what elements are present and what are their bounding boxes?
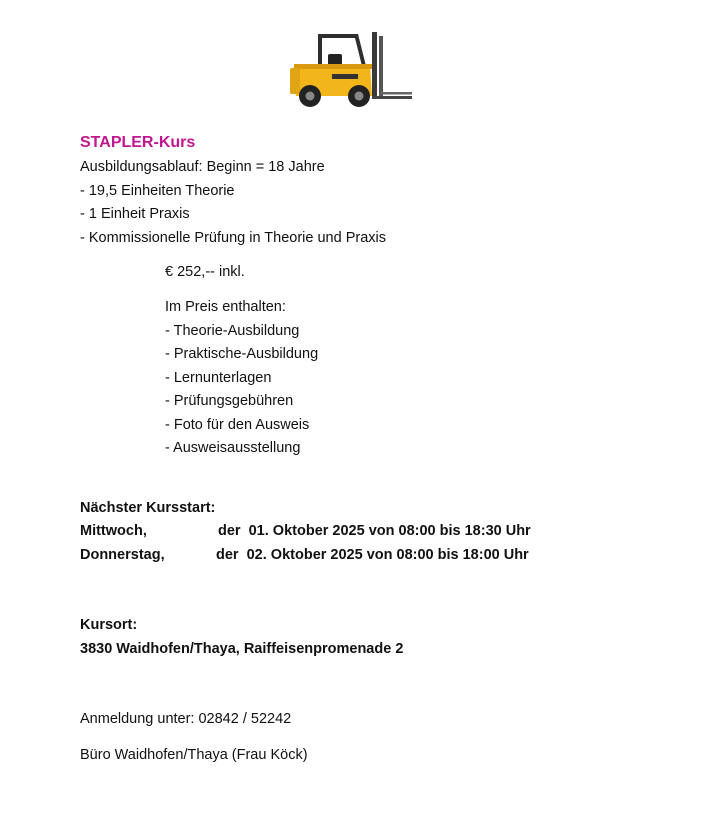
outline-line: Ausbildungsablauf: Beginn = 18 Jahre (80, 159, 325, 175)
included-title: Im Preis enthalten: (165, 299, 286, 315)
included-item: - Foto für den Ausweis (165, 416, 310, 433)
forklift-icon (288, 26, 414, 110)
schedule-detail: der 01. Oktober 2025 von 08:00 bis 18:30 Uhr (218, 523, 531, 539)
schedule-row (80, 544, 529, 568)
included-item: - Lernunterlagen (165, 369, 272, 386)
training-outline (80, 156, 386, 250)
outline-line: - Kommissionelle Prüfung in Theorie und Praxis (80, 229, 386, 246)
registration-info: Anmeldung unter: 02842 / 52242 (80, 711, 292, 727)
course-location (80, 614, 403, 661)
course-price: € 252,-- inkl. (165, 264, 245, 280)
course-title: STAPLER-Kurs (80, 134, 196, 151)
office-info: Büro Waidhofen/Thaya (Frau Köck) (80, 747, 308, 763)
schedule-day: Mittwoch, (80, 523, 147, 539)
outline-line: - 1 Einheit Praxis (80, 206, 190, 222)
outline-line: - 19,5 Einheiten Theorie (80, 182, 235, 199)
location-address: 3830 Waidhofen/Thaya, Raiffeisenpromenade 2 (80, 640, 404, 657)
schedule-day: Donnerstag, (80, 547, 165, 563)
included-item: - Prüfungsgebühren (165, 393, 294, 409)
included-item: - Praktische-Ausbildung (165, 346, 319, 362)
schedule-row (80, 520, 531, 544)
included-list (165, 296, 318, 461)
next-start-heading: Nächster Kursstart: (80, 500, 216, 516)
location-heading: Kursort: (80, 617, 138, 633)
included-item: - Theorie-Ausbildung (165, 322, 300, 339)
schedule-detail: der 02. Oktober 2025 von 08:00 bis 18:00 Uhr (216, 547, 529, 563)
included-item: - Ausweisausstellung (165, 440, 301, 456)
